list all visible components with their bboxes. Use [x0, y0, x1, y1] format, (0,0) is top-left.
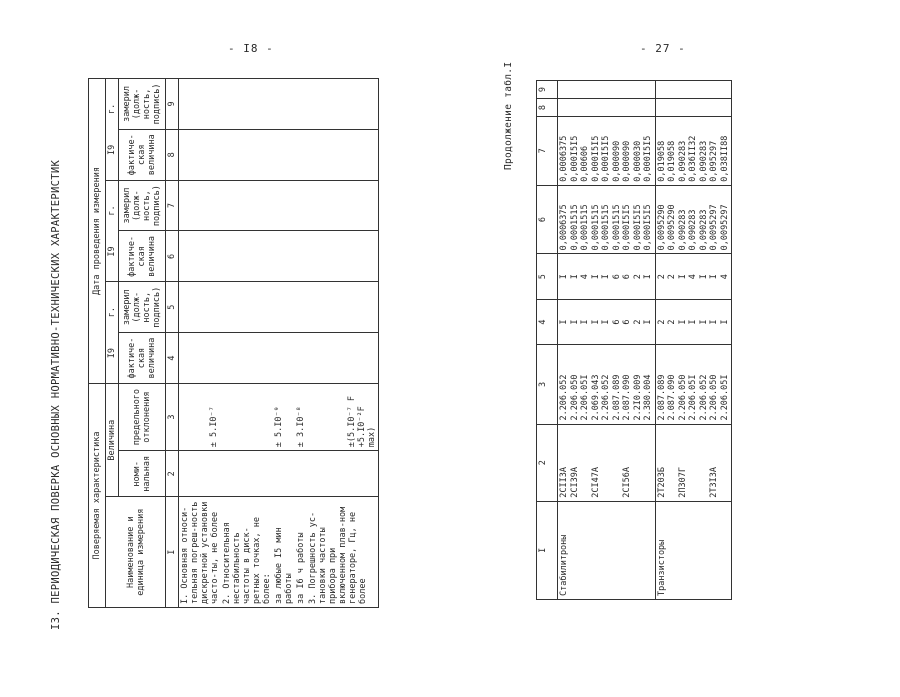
c7-column: [655, 117, 732, 186]
characteristic-name: за I6 ч работы: [295, 497, 307, 608]
count-cell: I: [677, 274, 688, 280]
doc-cell: 2.380.004: [643, 374, 653, 421]
value-cell: 0,00606: [580, 145, 590, 182]
col-number: 8: [537, 99, 558, 117]
col-number: 5: [166, 282, 179, 333]
col-number: I: [166, 497, 179, 608]
count-cell: I: [580, 319, 590, 325]
header-year-3: [106, 79, 119, 181]
deviation-value: ± 5.I0⁻⁹: [273, 383, 295, 450]
value-cell: 0,000I5I5: [569, 135, 580, 182]
type-cell: [601, 428, 612, 498]
header-measurement-date: Дата проведения измерения: [89, 79, 106, 384]
type-column: [558, 424, 656, 501]
type-cell: [720, 428, 731, 498]
c5-column: [558, 254, 656, 299]
col-number: 3: [537, 345, 558, 424]
right-table-wrapper: [536, 80, 796, 600]
deviation-value: [221, 383, 273, 450]
type-cell: [699, 428, 710, 498]
doc-cell: 2.206.05I: [580, 374, 590, 421]
value-cell: 0,090283: [677, 140, 688, 182]
characteristic-name: I. Основная относи-тельная погреш-ность дискретной установки часто-ты, не более: [179, 497, 222, 608]
table-row: [179, 79, 222, 608]
header-measured-3: замерил (долж-ность, подпись): [119, 79, 166, 130]
count-cell: I: [559, 274, 569, 280]
value-cell: 0,000030: [632, 140, 643, 182]
value-cell: 0,000090: [611, 140, 622, 182]
table-row: [558, 81, 656, 600]
value-cell: 0,0001515: [590, 204, 601, 251]
value-cell: 0,000I5I5: [632, 204, 643, 251]
value-cell: 0,000090: [622, 140, 632, 182]
doc-cell: 2.206.05I: [688, 374, 698, 421]
deviation-value: ± 3.I0⁻⁸: [295, 383, 307, 450]
year-prefix: I9: [107, 348, 117, 359]
nominal-value: [307, 451, 379, 497]
column-numbers-row: [537, 81, 558, 600]
count-cell: I: [698, 319, 709, 325]
header-value: Величина: [106, 383, 119, 496]
value-cell: 0,019058: [667, 140, 677, 182]
table-row: [307, 79, 379, 608]
deviation-value: ± 5.I0⁻⁷: [179, 383, 222, 450]
right-page-number: - 27 -: [640, 42, 686, 55]
col-number: 2: [166, 451, 179, 497]
count-cell: 2: [667, 319, 677, 325]
value-cell: 0,0095290: [667, 204, 677, 251]
count-cell: 2: [656, 274, 667, 280]
doc-cell: 2.087.090: [667, 374, 677, 421]
header-actual-2: фактиче-ская величина: [119, 231, 166, 282]
doc-cell: 2.206.052: [601, 374, 611, 421]
col-number: 6: [537, 185, 558, 254]
type-cell: 2СI56А: [622, 466, 632, 498]
doc-cell: 2.087.089: [656, 374, 667, 421]
type-cell: [612, 428, 623, 498]
doc-cell: 2.087.089: [611, 374, 622, 421]
col-number: 2: [537, 424, 558, 501]
nominal-value: [179, 451, 222, 497]
type-cell: [643, 428, 654, 498]
count-cell: I: [601, 319, 611, 325]
type-cell: 2СII3А: [559, 466, 569, 498]
count-cell: 4: [688, 274, 698, 280]
group-cell: [558, 501, 656, 599]
col-number: 7: [166, 180, 179, 231]
doc-column: [655, 345, 732, 424]
group-cell: [655, 501, 732, 599]
count-cell: I: [559, 319, 569, 325]
col-number: 7: [537, 117, 558, 186]
header-deviation: предельного отклонения: [119, 383, 166, 450]
doc-cell: 2.206.050: [569, 374, 580, 421]
doc-column: [558, 345, 656, 424]
count-cell: I: [569, 274, 580, 280]
value-cell: 0,0095290: [656, 204, 667, 251]
count-cell: I: [709, 274, 719, 280]
characteristic-name: 3. Погрешность ус-тановки частоты прибора при включенном плав-ном генераторе, Гц, не более: [307, 497, 379, 608]
count-cell: 2: [632, 319, 643, 325]
table-row: [273, 79, 295, 608]
type-cell: 2П307Г: [677, 466, 688, 498]
col-number: 9: [166, 79, 179, 130]
value-cell: 0,0001515: [580, 204, 590, 251]
count-cell: I: [590, 319, 601, 325]
doc-cell: 2.206.05I: [719, 374, 730, 421]
column-numbers-row: [166, 79, 179, 608]
type-column: [655, 424, 732, 501]
doc-cell: 2.206.050: [709, 374, 719, 421]
doc-cell: 2.206.052: [698, 374, 709, 421]
c7-column: [558, 117, 656, 186]
verification-table: [88, 78, 379, 608]
value-cell: 0,090283: [698, 209, 709, 251]
year-prefix: I9: [107, 144, 117, 155]
count-cell: I: [569, 319, 580, 325]
c6-column: [655, 185, 732, 254]
col-number: 9: [537, 81, 558, 99]
year-prefix: I9: [107, 246, 117, 257]
components-table: [536, 80, 732, 600]
doc-cell: 2.206.050: [677, 374, 688, 421]
header-measured-2: замерил (долж-ность, подпись): [119, 180, 166, 231]
count-cell: 4: [719, 274, 730, 280]
count-cell: I: [709, 319, 719, 325]
nominal-value: [273, 451, 295, 497]
type-cell: [688, 428, 699, 498]
value-cell: 0,0095297: [709, 204, 719, 251]
count-cell: 6: [611, 274, 622, 280]
value-cell: 0,090283: [698, 140, 709, 182]
value-cell: 0,0001515: [601, 204, 611, 251]
header-year-1: [106, 282, 119, 384]
count-cell: I: [719, 319, 730, 325]
continuation-caption: Продолжение табл.I: [503, 61, 514, 170]
left-page-number: - I8 -: [228, 42, 274, 55]
col-number: 4: [166, 333, 179, 384]
type-cell: [667, 428, 678, 498]
header-verified-characteristic: Поверяемая характеристика: [89, 383, 106, 607]
value-cell: 0,090283: [688, 209, 698, 251]
type-cell: 2Т203Б: [656, 466, 667, 498]
type-cell: 2СI47А: [590, 466, 601, 498]
value-cell: 0,0006375: [559, 135, 569, 182]
value-cell: 0,036II32: [688, 135, 698, 182]
col-number: 4: [537, 299, 558, 344]
year-suffix: г.: [107, 307, 117, 318]
left-table-wrapper: [88, 78, 408, 608]
count-cell: 6: [611, 319, 622, 325]
count-cell: 2: [632, 274, 643, 280]
header-actual-3: фактиче-ская величина: [119, 129, 166, 180]
col-number: I: [537, 501, 558, 599]
value-cell: 0,0001515: [569, 204, 580, 251]
value-cell: 0,095297: [709, 140, 719, 182]
value-cell: 0,0001515: [611, 204, 622, 251]
table-row: [655, 81, 732, 600]
value-cell: 0,000I5I5: [622, 204, 632, 251]
type-cell: [633, 428, 644, 498]
count-cell: 6: [622, 274, 632, 280]
year-suffix: г.: [107, 103, 117, 114]
header-actual-1: фактиче-ская величина: [119, 333, 166, 384]
characteristic-name: за любые I5 мин работы: [273, 497, 295, 608]
value-cell: 0,000I5I5: [643, 135, 653, 182]
col-number: 6: [166, 231, 179, 282]
characteristic-name: 2. Относительная нестабильность частоты в диск-ретных точках, не более:: [221, 497, 273, 608]
deviation-value: ±(5.I0⁻⁷ F +5.I0⁻²F max): [307, 383, 379, 450]
doc-cell: 2.069.043: [590, 374, 601, 421]
doc-cell: 2.2I0.009: [632, 374, 643, 421]
table-row: [221, 79, 273, 608]
count-cell: I: [601, 274, 611, 280]
c4-column: [558, 299, 656, 344]
group-label: Стабилитроны: [559, 534, 569, 596]
count-cell: I: [643, 319, 653, 325]
doc-cell: 2.206.052: [559, 374, 569, 421]
count-cell: I: [590, 274, 601, 280]
c5-column: [655, 254, 732, 299]
col-number: 3: [166, 383, 179, 450]
value-cell: 0,090283: [677, 209, 688, 251]
value-cell: 0,0095297: [719, 204, 730, 251]
type-cell: [580, 428, 591, 498]
c4-column: [655, 299, 732, 344]
col-number: 8: [166, 129, 179, 180]
c6-column: [558, 185, 656, 254]
year-suffix: г.: [107, 205, 117, 216]
header-nominal: номи-нальная: [119, 451, 166, 497]
value-cell: 0,0006375: [559, 204, 569, 251]
count-cell: 2: [656, 319, 667, 325]
value-cell: 0,038II88: [719, 135, 730, 182]
count-cell: 2: [667, 274, 677, 280]
count-cell: I: [698, 274, 709, 280]
type-cell: 2СI39А: [569, 466, 580, 498]
value-cell: 0,000I5I5: [643, 204, 653, 251]
count-cell: 4: [580, 274, 590, 280]
value-cell: 0,000I5I5: [590, 135, 601, 182]
header-measured-1: замерил (долж-ность, подпись): [119, 282, 166, 333]
header-name-unit: Наименование и единица измерения: [106, 497, 166, 608]
col-number: 5: [537, 254, 558, 299]
doc-cell: 2.087.090: [622, 374, 632, 421]
count-cell: I: [643, 274, 653, 280]
count-cell: 6: [622, 319, 632, 325]
left-page-title: I3. ПЕРИОДИЧЕСКАЯ ПОВЕРКА ОСНОВНЫХ НОРМАТИВНО-ТЕХНИЧЕСКИХ ХАРАКТЕРИСТИК: [50, 159, 62, 630]
header-year-2: [106, 180, 119, 282]
value-cell: 0,000I5I5: [601, 135, 611, 182]
nominal-value: [295, 451, 307, 497]
nominal-value: [221, 451, 273, 497]
count-cell: I: [677, 319, 688, 325]
group-label: Транзисторы: [656, 539, 667, 596]
value-cell: 0,019058: [656, 140, 667, 182]
count-cell: I: [688, 319, 698, 325]
type-cell: 2Т3I3А: [709, 466, 719, 498]
table-row: [295, 79, 307, 608]
